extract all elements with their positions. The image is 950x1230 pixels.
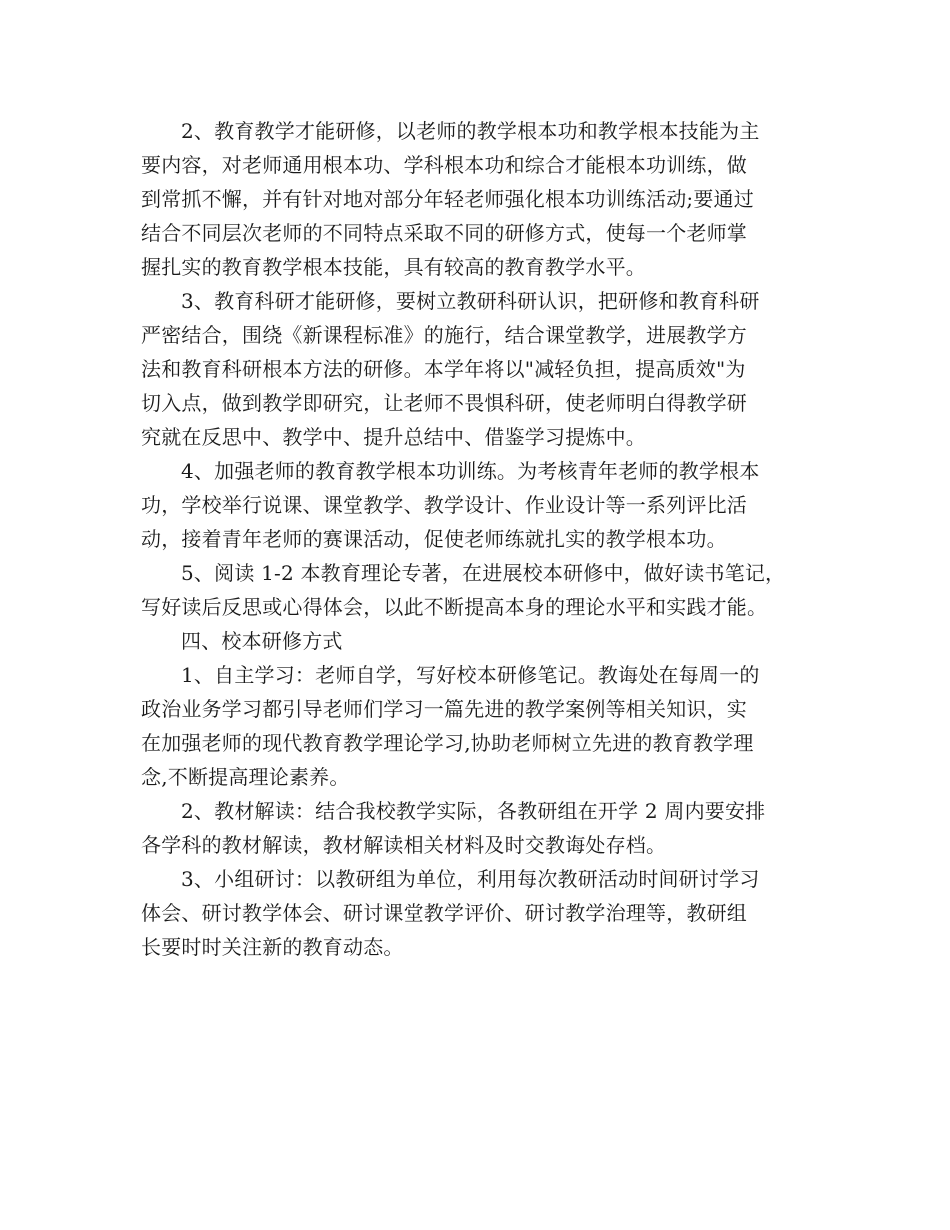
text-line: 写好读后反思或心得体会，以此不断提高本身的理论水平和实践才能。 <box>141 595 768 619</box>
paragraph-1-self-study <box>141 658 821 794</box>
paragraph-2-teaching-skills <box>141 114 821 284</box>
text-line: 政治业务学习都引导老师们学习一篇先进的教学案例等相关知识，实 <box>141 697 747 721</box>
paragraph-4-basic-training <box>141 454 821 556</box>
text-line: 四、校本研修方式 <box>181 629 343 653</box>
text-line: 在加强老师的现代教育教学理论学习,协助老师树立先进的教育教学理 <box>141 731 754 755</box>
text-line: 动，接着青年老师的赛课活动，促使老师练就扎实的教学根本功。 <box>141 527 727 551</box>
text-line: 长要时时关注新的教育动态。 <box>141 935 404 959</box>
text-line: 究就在反思中、教学中、提升总结中、借鉴学习提炼中。 <box>141 425 646 449</box>
text-line: 体会、研讨教学体会、研讨课堂教学评价、研讨教学治理等，教研组 <box>141 901 747 925</box>
paragraph-2-textbook-reading <box>141 794 821 862</box>
text-line: 3、小组研讨：以教研组为单位，利用每次教研活动时间研讨学习 <box>181 867 760 891</box>
text-line: 5、阅读 1-2 本教育理论专著，在进展校本研修中，做好读书笔记， <box>181 561 786 585</box>
text-line: 握扎实的教育教学根本技能，具有较高的教育教学水平。 <box>141 255 646 279</box>
text-line: 2、教育教学才能研修，以老师的教学根本功和教学根本技能为主 <box>181 119 760 143</box>
text-line: 严密结合，围绕《新课程标准》的施行，结合课堂教学，进展教学方 <box>141 323 747 347</box>
text-line: 2、教材解读：结合我校教学实际，各教研组在开学 2 周内要安排 <box>181 799 766 823</box>
paragraph-5-reading <box>141 556 821 624</box>
text-line: 各学科的教材解读，教材解读相关材料及时交教诲处存档。 <box>141 833 667 857</box>
text-line: 法和教育科研根本方法的研修。本学年将以"减轻负担，提高质效"为 <box>141 357 746 381</box>
text-line: 结合不同层次老师的不同特点采取不同的研修方式，使每一个老师掌 <box>141 221 747 245</box>
text-line: 1、自主学习：老师自学，写好校本研修笔记。教诲处在每周一的 <box>181 663 760 687</box>
paragraph-3-group-discussion <box>141 862 821 964</box>
text-line: 功，学校举行说课、课堂教学、教学设计、作业设计等一系列评比活 <box>141 493 747 517</box>
text-line: 念,不断提高理论素养。 <box>141 765 350 789</box>
text-line: 到常抓不懈，并有针对地对部分年轻老师强化根本功训练活动;要通过 <box>141 187 754 211</box>
document-body <box>141 114 821 964</box>
section-heading-4 <box>141 624 821 658</box>
text-line: 切入点，做到教学即研究，让老师不畏惧科研，使老师明白得教学研 <box>141 391 747 415</box>
text-line: 3、教育科研才能研修，要树立教研科研认识，把研修和教育科研 <box>181 289 760 313</box>
text-line: 要内容，对老师通用根本功、学科根本功和综合才能根本功训练，做 <box>141 153 747 177</box>
paragraph-3-research-skills <box>141 284 821 454</box>
text-line: 4、加强老师的教育教学根本功训练。为考核青年老师的教学根本 <box>181 459 760 483</box>
